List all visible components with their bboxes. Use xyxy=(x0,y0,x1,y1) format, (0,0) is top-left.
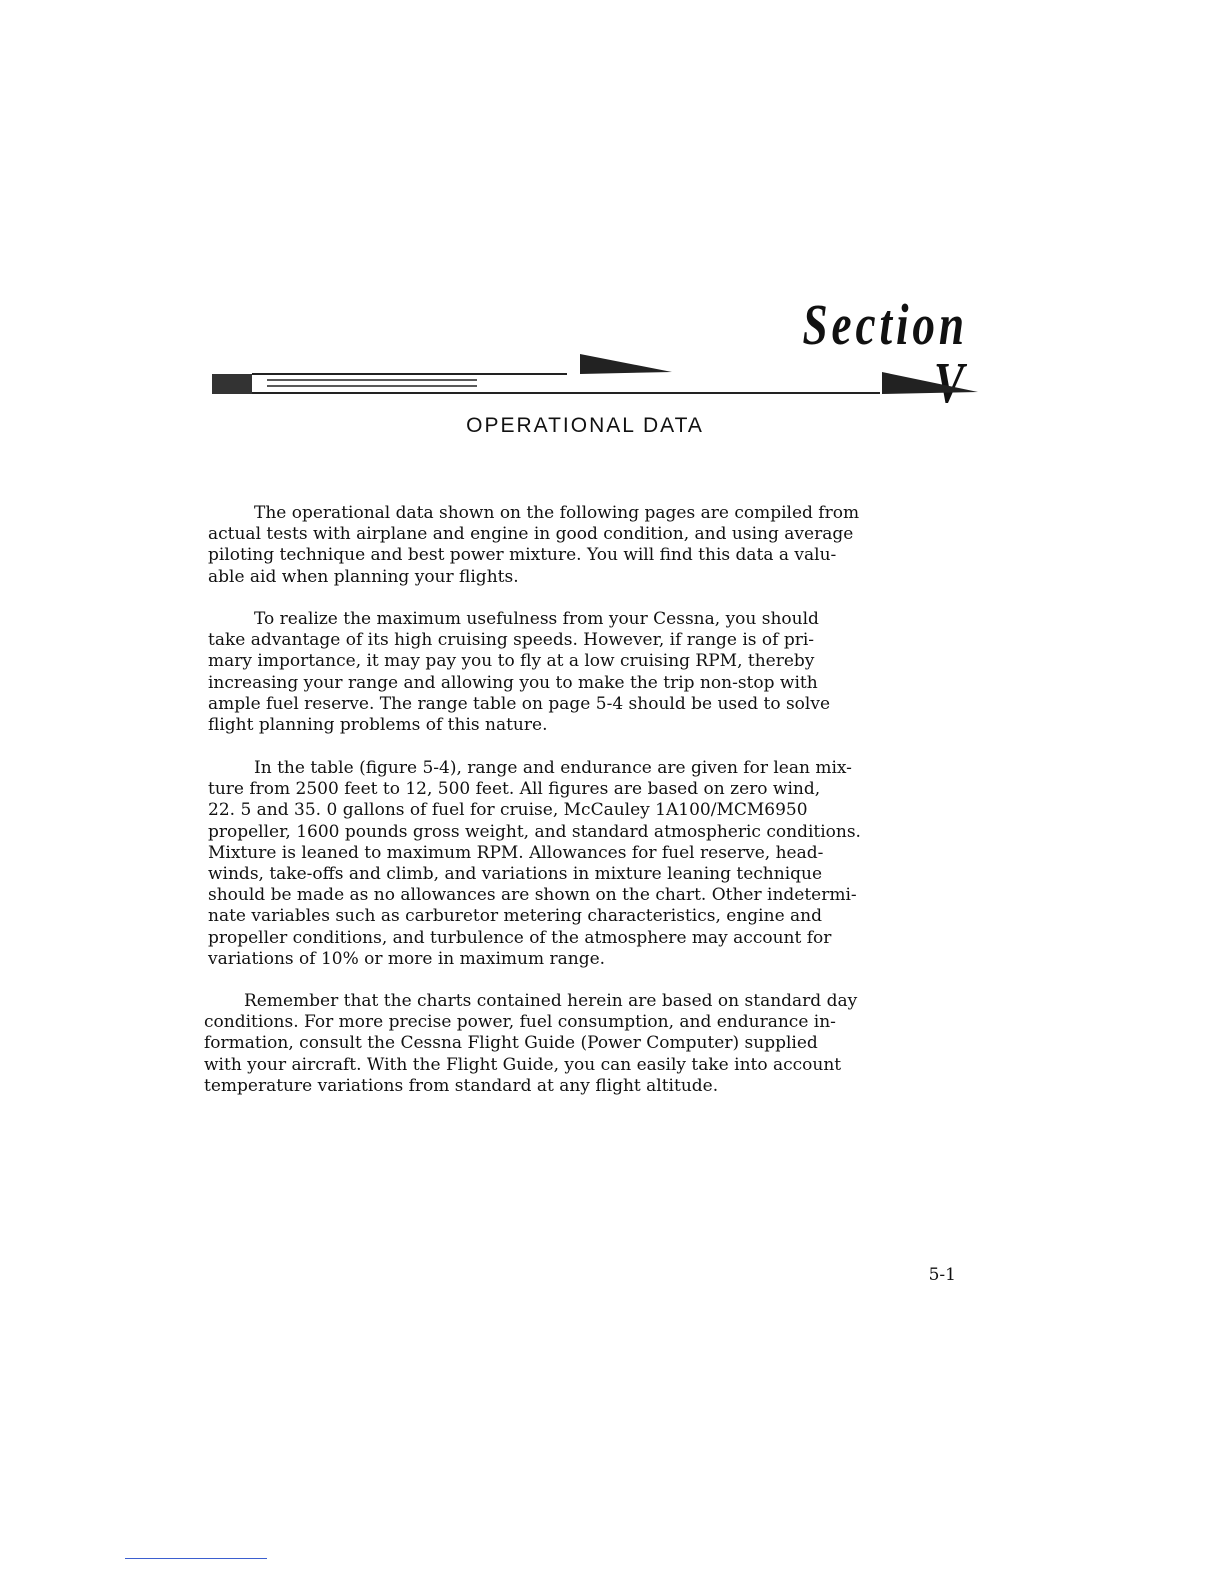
paragraph-line: winds, take-offs and climb, and variations in mixture leaning technique xyxy=(208,864,823,885)
paragraph-line: The operational data shown on the following pages are compiled from xyxy=(254,503,860,523)
paragraph-line: formation, consult the Cessna Flight Guide (Power Computer) supplied xyxy=(204,1033,818,1054)
paragraph-line: piloting technique and best power mixture. You will find this data a valu- xyxy=(208,545,837,566)
paragraph-range-table xyxy=(208,758,970,970)
paragraph-line: nate variables such as carburetor metering characteristics, engine and xyxy=(208,906,823,927)
paragraph-line: take advantage of its high cruising speeds. However, if range is of pri- xyxy=(208,630,815,651)
paragraph-line: Mixture is leaned to maximum RPM. Allowances for fuel reserve, head- xyxy=(208,842,824,863)
paragraph-line: To realize the maximum usefulness from your Cessna, you should xyxy=(254,609,819,629)
section-header-rule xyxy=(212,350,978,398)
paragraph-line: variations of 10% or more in maximum range. xyxy=(208,948,606,969)
footer-rule xyxy=(125,1558,267,1559)
rule-wedge-small xyxy=(580,354,672,374)
paragraph-line: flight planning problems of this nature. xyxy=(208,715,548,736)
paragraph-line: ample fuel reserve. The range table on page 5-4 should be used to solve xyxy=(208,693,831,714)
paragraph-line: propeller, 1600 pounds gross weight, and standard atmospheric conditions. xyxy=(208,821,861,842)
paragraph-line: able aid when planning your flights. xyxy=(208,566,519,587)
paragraph-line: with your aircraft. With the Flight Guide, you can easily take into account xyxy=(204,1054,842,1075)
chapter-heading: OPERATIONAL DATA xyxy=(466,414,704,437)
paragraph-line: propeller conditions, and turbulence of the atmosphere may account for xyxy=(208,927,832,948)
section-title: Section V xyxy=(802,292,968,415)
paragraph-operational-data xyxy=(208,503,970,588)
rule-left-block xyxy=(212,374,252,394)
paragraph-line: ture from 2500 feet to 12, 500 feet. All figures are based on zero wind, xyxy=(208,779,821,800)
page-number: 5-1 xyxy=(928,1265,956,1285)
paragraph-line: increasing your range and allowing you to make the trip non-stop with xyxy=(208,672,818,693)
paragraph-line: temperature variations from standard at any flight altitude. xyxy=(204,1075,719,1096)
paragraph-line: should be made as no allowances are shown on the chart. Other indetermi- xyxy=(208,885,857,906)
rule-wedge-large xyxy=(882,372,978,394)
paragraph-line: Remember that the charts contained herein are based on standard day xyxy=(244,991,858,1011)
paragraph-line: actual tests with airplane and engine in good condition, and using average xyxy=(208,524,854,545)
paragraph-line: 22. 5 and 35. 0 gallons of fuel for cruise, McCauley 1A100/MCM6950 xyxy=(208,800,808,821)
paragraph-line: mary importance, it may pay you to fly at a low cruising RPM, thereby xyxy=(208,651,815,672)
paragraph-line: In the table (figure 5-4), range and endurance are given for lean mix- xyxy=(254,758,852,778)
paragraph-usefulness xyxy=(208,609,970,736)
paragraph-standard-day xyxy=(204,991,966,1097)
paragraph-line: conditions. For more precise power, fuel consumption, and endurance in- xyxy=(204,1012,836,1033)
